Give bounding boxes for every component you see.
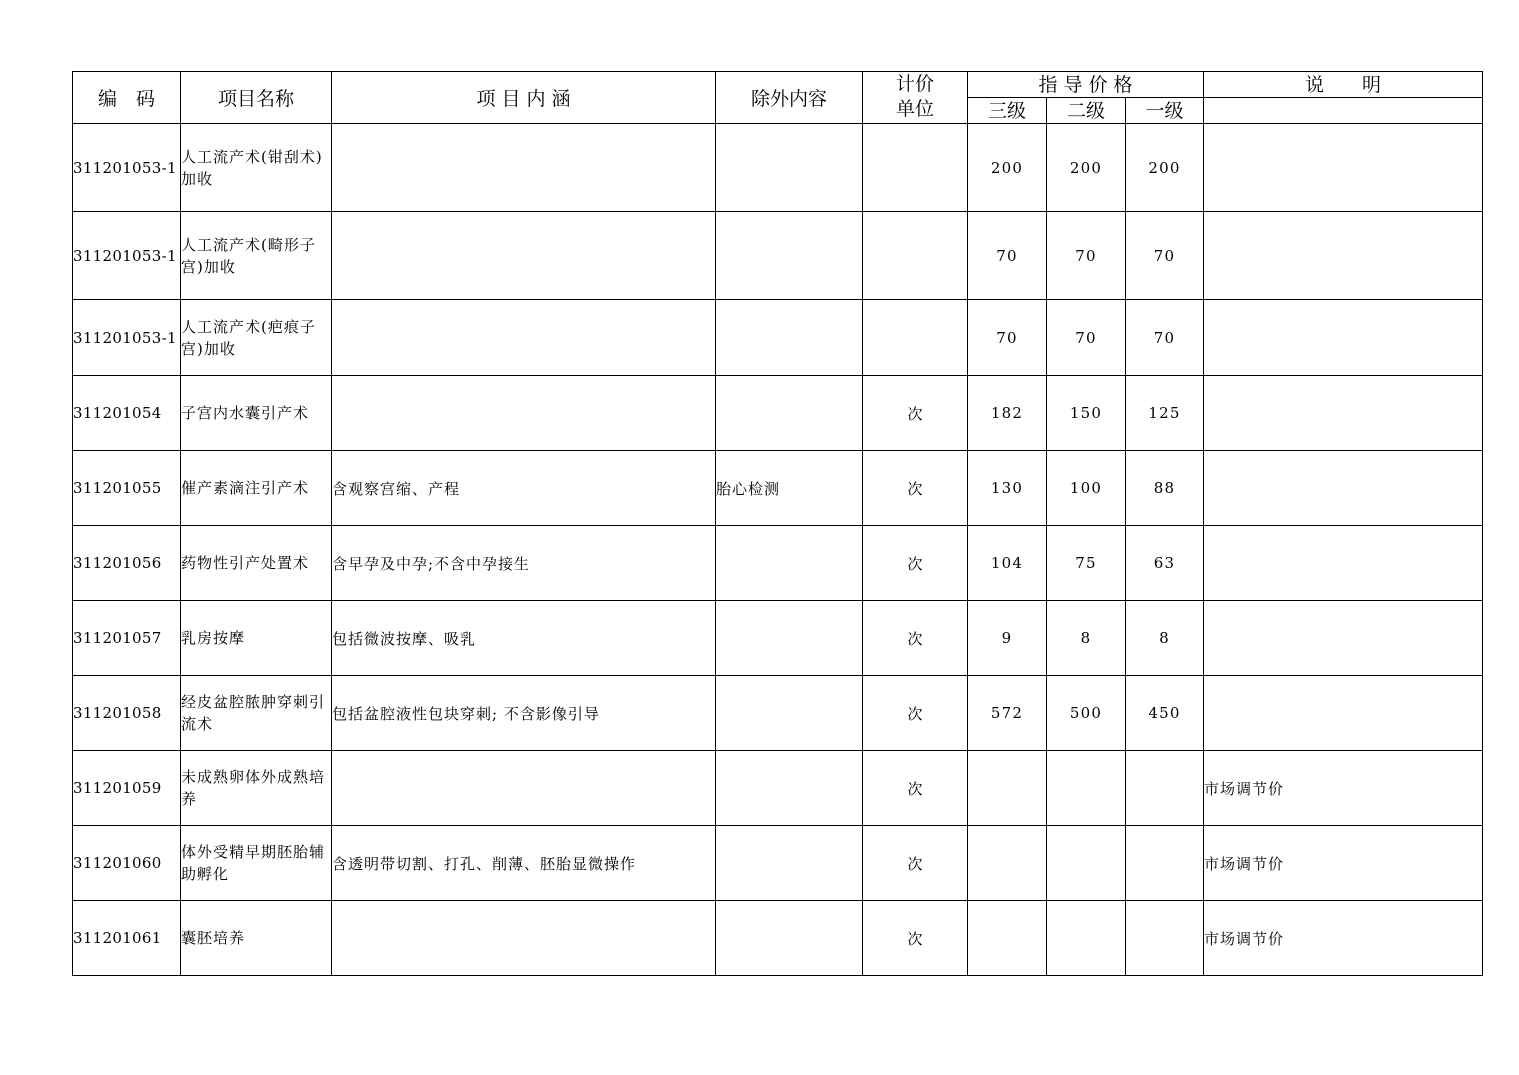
cell-code: 311201053-1 <box>73 212 181 300</box>
cell-name: 未成熟卵体外成熟培养 <box>181 751 332 826</box>
cell-exclusion <box>716 526 863 601</box>
cell-code: 311201057 <box>73 601 181 676</box>
cell-note <box>1204 526 1483 601</box>
cell-price-level3: 182 <box>968 376 1047 451</box>
table-row <box>73 526 1483 601</box>
cell-note: 市场调节价 <box>1204 826 1483 901</box>
cell-name: 催产素滴注引产术 <box>181 451 332 526</box>
cell-exclusion <box>716 212 863 300</box>
cell-exclusion <box>716 124 863 212</box>
cell-exclusion <box>716 751 863 826</box>
cell-name: 乳房按摩 <box>181 601 332 676</box>
header-code: 编 码 <box>73 72 181 124</box>
cell-price-level2 <box>1047 826 1126 901</box>
cell-content <box>332 751 716 826</box>
cell-price-level3: 70 <box>968 212 1047 300</box>
cell-price-level2 <box>1047 901 1126 976</box>
price-table <box>72 71 1483 976</box>
cell-unit: 次 <box>863 751 968 826</box>
cell-code: 311201055 <box>73 451 181 526</box>
cell-code: 311201054 <box>73 376 181 451</box>
cell-code: 311201053-1 <box>73 300 181 376</box>
cell-name: 囊胚培养 <box>181 901 332 976</box>
header-unit <box>863 72 968 124</box>
cell-name: 人工流产术(疤痕子宫)加收 <box>181 300 332 376</box>
cell-unit: 次 <box>863 376 968 451</box>
cell-price-level1: 200 <box>1126 124 1204 212</box>
cell-price-level2: 8 <box>1047 601 1126 676</box>
cell-note <box>1204 676 1483 751</box>
table-row <box>73 300 1483 376</box>
cell-price-level2: 70 <box>1047 300 1126 376</box>
cell-content <box>332 212 716 300</box>
cell-content: 包括微波按摩、吸乳 <box>332 601 716 676</box>
cell-content <box>332 901 716 976</box>
header-note-blank <box>1204 98 1483 124</box>
cell-price-level3: 572 <box>968 676 1047 751</box>
cell-code: 311201056 <box>73 526 181 601</box>
cell-name: 经皮盆腔脓肿穿刺引流术 <box>181 676 332 751</box>
table-row <box>73 676 1483 751</box>
cell-exclusion <box>716 601 863 676</box>
table-row <box>73 751 1483 826</box>
cell-price-level2: 150 <box>1047 376 1126 451</box>
cell-price-level1: 88 <box>1126 451 1204 526</box>
cell-price-level3: 9 <box>968 601 1047 676</box>
cell-note: 市场调节价 <box>1204 901 1483 976</box>
cell-note: 市场调节价 <box>1204 751 1483 826</box>
cell-content: 含早孕及中孕;不含中孕接生 <box>332 526 716 601</box>
cell-exclusion <box>716 901 863 976</box>
cell-note <box>1204 300 1483 376</box>
table-row <box>73 376 1483 451</box>
cell-price-level1: 450 <box>1126 676 1204 751</box>
cell-unit <box>863 300 968 376</box>
cell-note <box>1204 601 1483 676</box>
cell-unit: 次 <box>863 901 968 976</box>
cell-exclusion <box>716 826 863 901</box>
table-row <box>73 601 1483 676</box>
cell-price-level1: 125 <box>1126 376 1204 451</box>
cell-price-level3 <box>968 826 1047 901</box>
cell-unit: 次 <box>863 601 968 676</box>
cell-note <box>1204 376 1483 451</box>
cell-content: 含观察宫缩、产程 <box>332 451 716 526</box>
cell-content <box>332 376 716 451</box>
cell-name: 人工流产术(畸形子宫)加收 <box>181 212 332 300</box>
table-row <box>73 124 1483 212</box>
header-price-group: 指 导 价 格 <box>968 72 1204 98</box>
header-name: 项目名称 <box>181 72 332 124</box>
cell-name: 子宫内水囊引产术 <box>181 376 332 451</box>
cell-code: 311201060 <box>73 826 181 901</box>
cell-content: 包括盆腔液性包块穿刺; 不含影像引导 <box>332 676 716 751</box>
cell-price-level1 <box>1126 826 1204 901</box>
cell-exclusion: 胎心检测 <box>716 451 863 526</box>
cell-note <box>1204 124 1483 212</box>
header-exclusion: 除外内容 <box>716 72 863 124</box>
cell-code: 311201053-1 <box>73 124 181 212</box>
cell-price-level3: 70 <box>968 300 1047 376</box>
table-row <box>73 826 1483 901</box>
cell-content: 含透明带切割、打孔、削薄、胚胎显微操作 <box>332 826 716 901</box>
cell-code: 311201058 <box>73 676 181 751</box>
table-row <box>73 451 1483 526</box>
cell-name: 药物性引产处置术 <box>181 526 332 601</box>
table-row <box>73 212 1483 300</box>
cell-content <box>332 124 716 212</box>
header-level3: 三级 <box>968 98 1047 124</box>
header-level1: 一级 <box>1126 98 1204 124</box>
cell-price-level2: 70 <box>1047 212 1126 300</box>
cell-price-level3: 200 <box>968 124 1047 212</box>
header-unit-line2: 单位 <box>895 98 934 120</box>
header-content: 项 目 内 涵 <box>332 72 716 124</box>
cell-unit: 次 <box>863 526 968 601</box>
header-note: 说 明 <box>1204 72 1483 98</box>
cell-price-level3: 104 <box>968 526 1047 601</box>
cell-price-level3: 130 <box>968 451 1047 526</box>
cell-unit: 次 <box>863 676 968 751</box>
cell-price-level2: 200 <box>1047 124 1126 212</box>
cell-price-level1 <box>1126 901 1204 976</box>
cell-exclusion <box>716 376 863 451</box>
cell-code: 311201061 <box>73 901 181 976</box>
cell-price-level2: 500 <box>1047 676 1126 751</box>
cell-content <box>332 300 716 376</box>
cell-note <box>1204 212 1483 300</box>
table-header <box>73 72 1483 124</box>
table-body <box>73 124 1483 976</box>
header-unit-line1: 计价 <box>895 73 934 95</box>
cell-price-level2: 75 <box>1047 526 1126 601</box>
cell-exclusion <box>716 300 863 376</box>
cell-price-level3 <box>968 751 1047 826</box>
cell-name: 体外受精早期胚胎辅助孵化 <box>181 826 332 901</box>
cell-note <box>1204 451 1483 526</box>
cell-name: 人工流产术(钳刮术)加收 <box>181 124 332 212</box>
cell-unit: 次 <box>863 451 968 526</box>
cell-price-level2: 100 <box>1047 451 1126 526</box>
cell-unit: 次 <box>863 826 968 901</box>
cell-price-level1 <box>1126 751 1204 826</box>
cell-price-level2 <box>1047 751 1126 826</box>
cell-price-level1: 70 <box>1126 212 1204 300</box>
cell-price-level3 <box>968 901 1047 976</box>
cell-code: 311201059 <box>73 751 181 826</box>
cell-unit <box>863 124 968 212</box>
cell-unit <box>863 212 968 300</box>
cell-exclusion <box>716 676 863 751</box>
cell-price-level1: 63 <box>1126 526 1204 601</box>
cell-price-level1: 8 <box>1126 601 1204 676</box>
header-level2: 二级 <box>1047 98 1126 124</box>
table-row <box>73 901 1483 976</box>
cell-price-level1: 70 <box>1126 300 1204 376</box>
